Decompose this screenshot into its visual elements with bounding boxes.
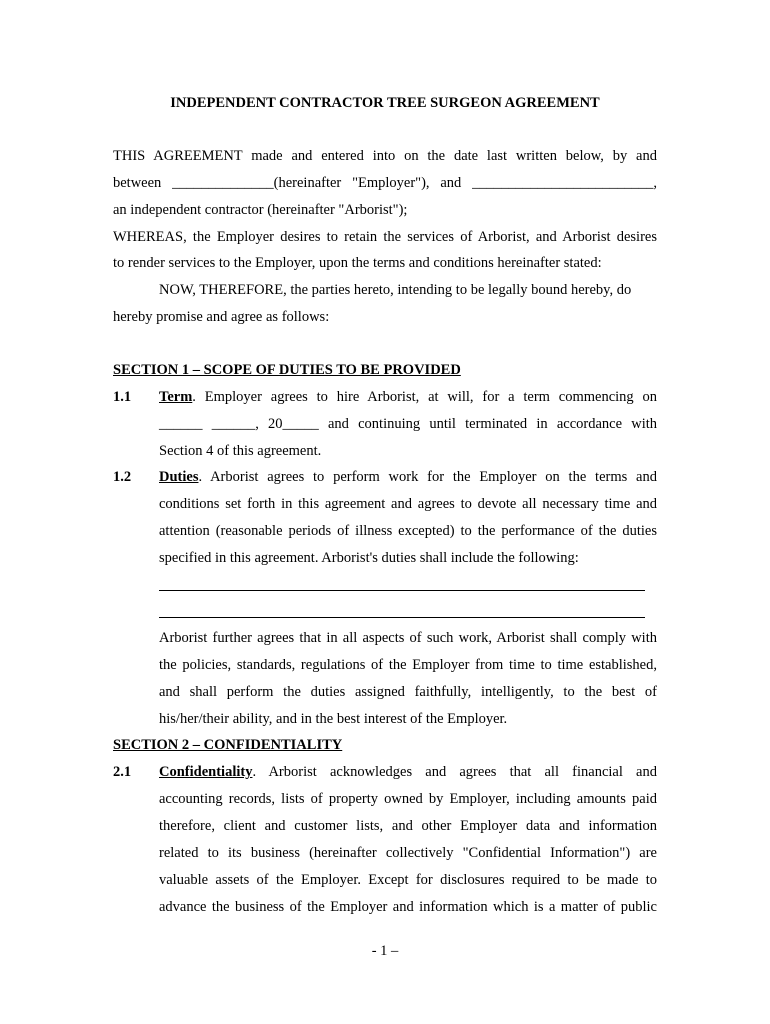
- clause-2-1-line: therefore, client and customer lists, and other Employer data and information: [159, 818, 657, 834]
- clause-1-2-line: Duties. Arborist agrees to perform work for the Employer on the terms and: [159, 469, 657, 485]
- intro-line: an independent contractor (hereinafter "Arborist");: [113, 202, 408, 218]
- clause-1-2-line: the policies, standards, regulations of the Employer from time to time established,: [159, 657, 657, 673]
- clause-2-1-line: valuable assets of the Employer. Except for disclosures required to be made to: [159, 872, 657, 888]
- clause-number: 2.1: [113, 764, 132, 780]
- now-therefore-line: NOW, THEREFORE, the parties hereto, intending to be legally bound hereby, do: [159, 282, 632, 298]
- clause-1-2-line: attention (reasonable periods of illness excepted) to the performance of the duties: [159, 523, 657, 539]
- now-therefore-line: hereby promise and agree as follows:: [113, 309, 330, 325]
- clause-1-2-line: and shall perform the duties assigned faithfully, intelligently, to the best of: [159, 684, 657, 700]
- clause-1-1-line: Term. Employer agrees to hire Arborist, at will, for a term commencing on: [159, 389, 657, 405]
- clause-1-2-line: his/her/their ability, and in the best interest of the Employer.: [159, 711, 508, 727]
- clause-2-1-line: Confidentiality. Arborist acknowledges and agrees that all financial and: [159, 764, 657, 780]
- clause-1-2-line: Arborist further agrees that in all aspects of such work, Arborist shall comply with: [159, 630, 657, 646]
- clause-number: 1.1: [113, 389, 132, 405]
- page-number: - 1 –: [371, 943, 399, 959]
- clause-1-2-line: specified in this agreement. Arborist's duties shall include the following:: [159, 550, 579, 566]
- blank-line: [159, 617, 645, 618]
- section-2-heading: SECTION 2 – CONFIDENTIALITY: [113, 737, 343, 753]
- blank-line: [159, 590, 645, 591]
- whereas-line: WHEREAS, the Employer desires to retain the services of Arborist, and Arborist desires: [113, 229, 657, 245]
- clause-term: Confidentiality: [159, 764, 253, 780]
- clause-term: Duties: [159, 469, 199, 485]
- clause-number: 1.2: [113, 469, 132, 485]
- section-1-heading: SECTION 1 – SCOPE OF DUTIES TO BE PROVIDED: [113, 362, 461, 378]
- whereas-line: to render services to the Employer, upon the terms and conditions hereinafter stated:: [113, 255, 602, 271]
- intro-line: THIS AGREEMENT made and entered into on the date last written below, by and: [113, 148, 657, 164]
- clause-1-2-line: conditions set forth in this agreement and agrees to devote all necessary time and: [159, 496, 657, 512]
- clause-2-1-line: related to its business (hereinafter collectively "Confidential Information") are: [159, 845, 657, 861]
- clause-1-1-line: Section 4 of this agreement.: [159, 443, 322, 459]
- intro-line: between ______________(hereinafter "Employer"), and _________________________,: [113, 175, 657, 191]
- clause-2-1-line: accounting records, lists of property owned by Employer, including amounts paid: [159, 791, 657, 807]
- clause-2-1-line: advance the business of the Employer and information which is a matter of public: [159, 899, 657, 915]
- document-title: INDEPENDENT CONTRACTOR TREE SURGEON AGREEMENT: [170, 95, 600, 111]
- clause-1-1-line: ______ ______, 20_____ and continuing until terminated in accordance with: [159, 416, 657, 432]
- clause-term: Term: [159, 389, 193, 405]
